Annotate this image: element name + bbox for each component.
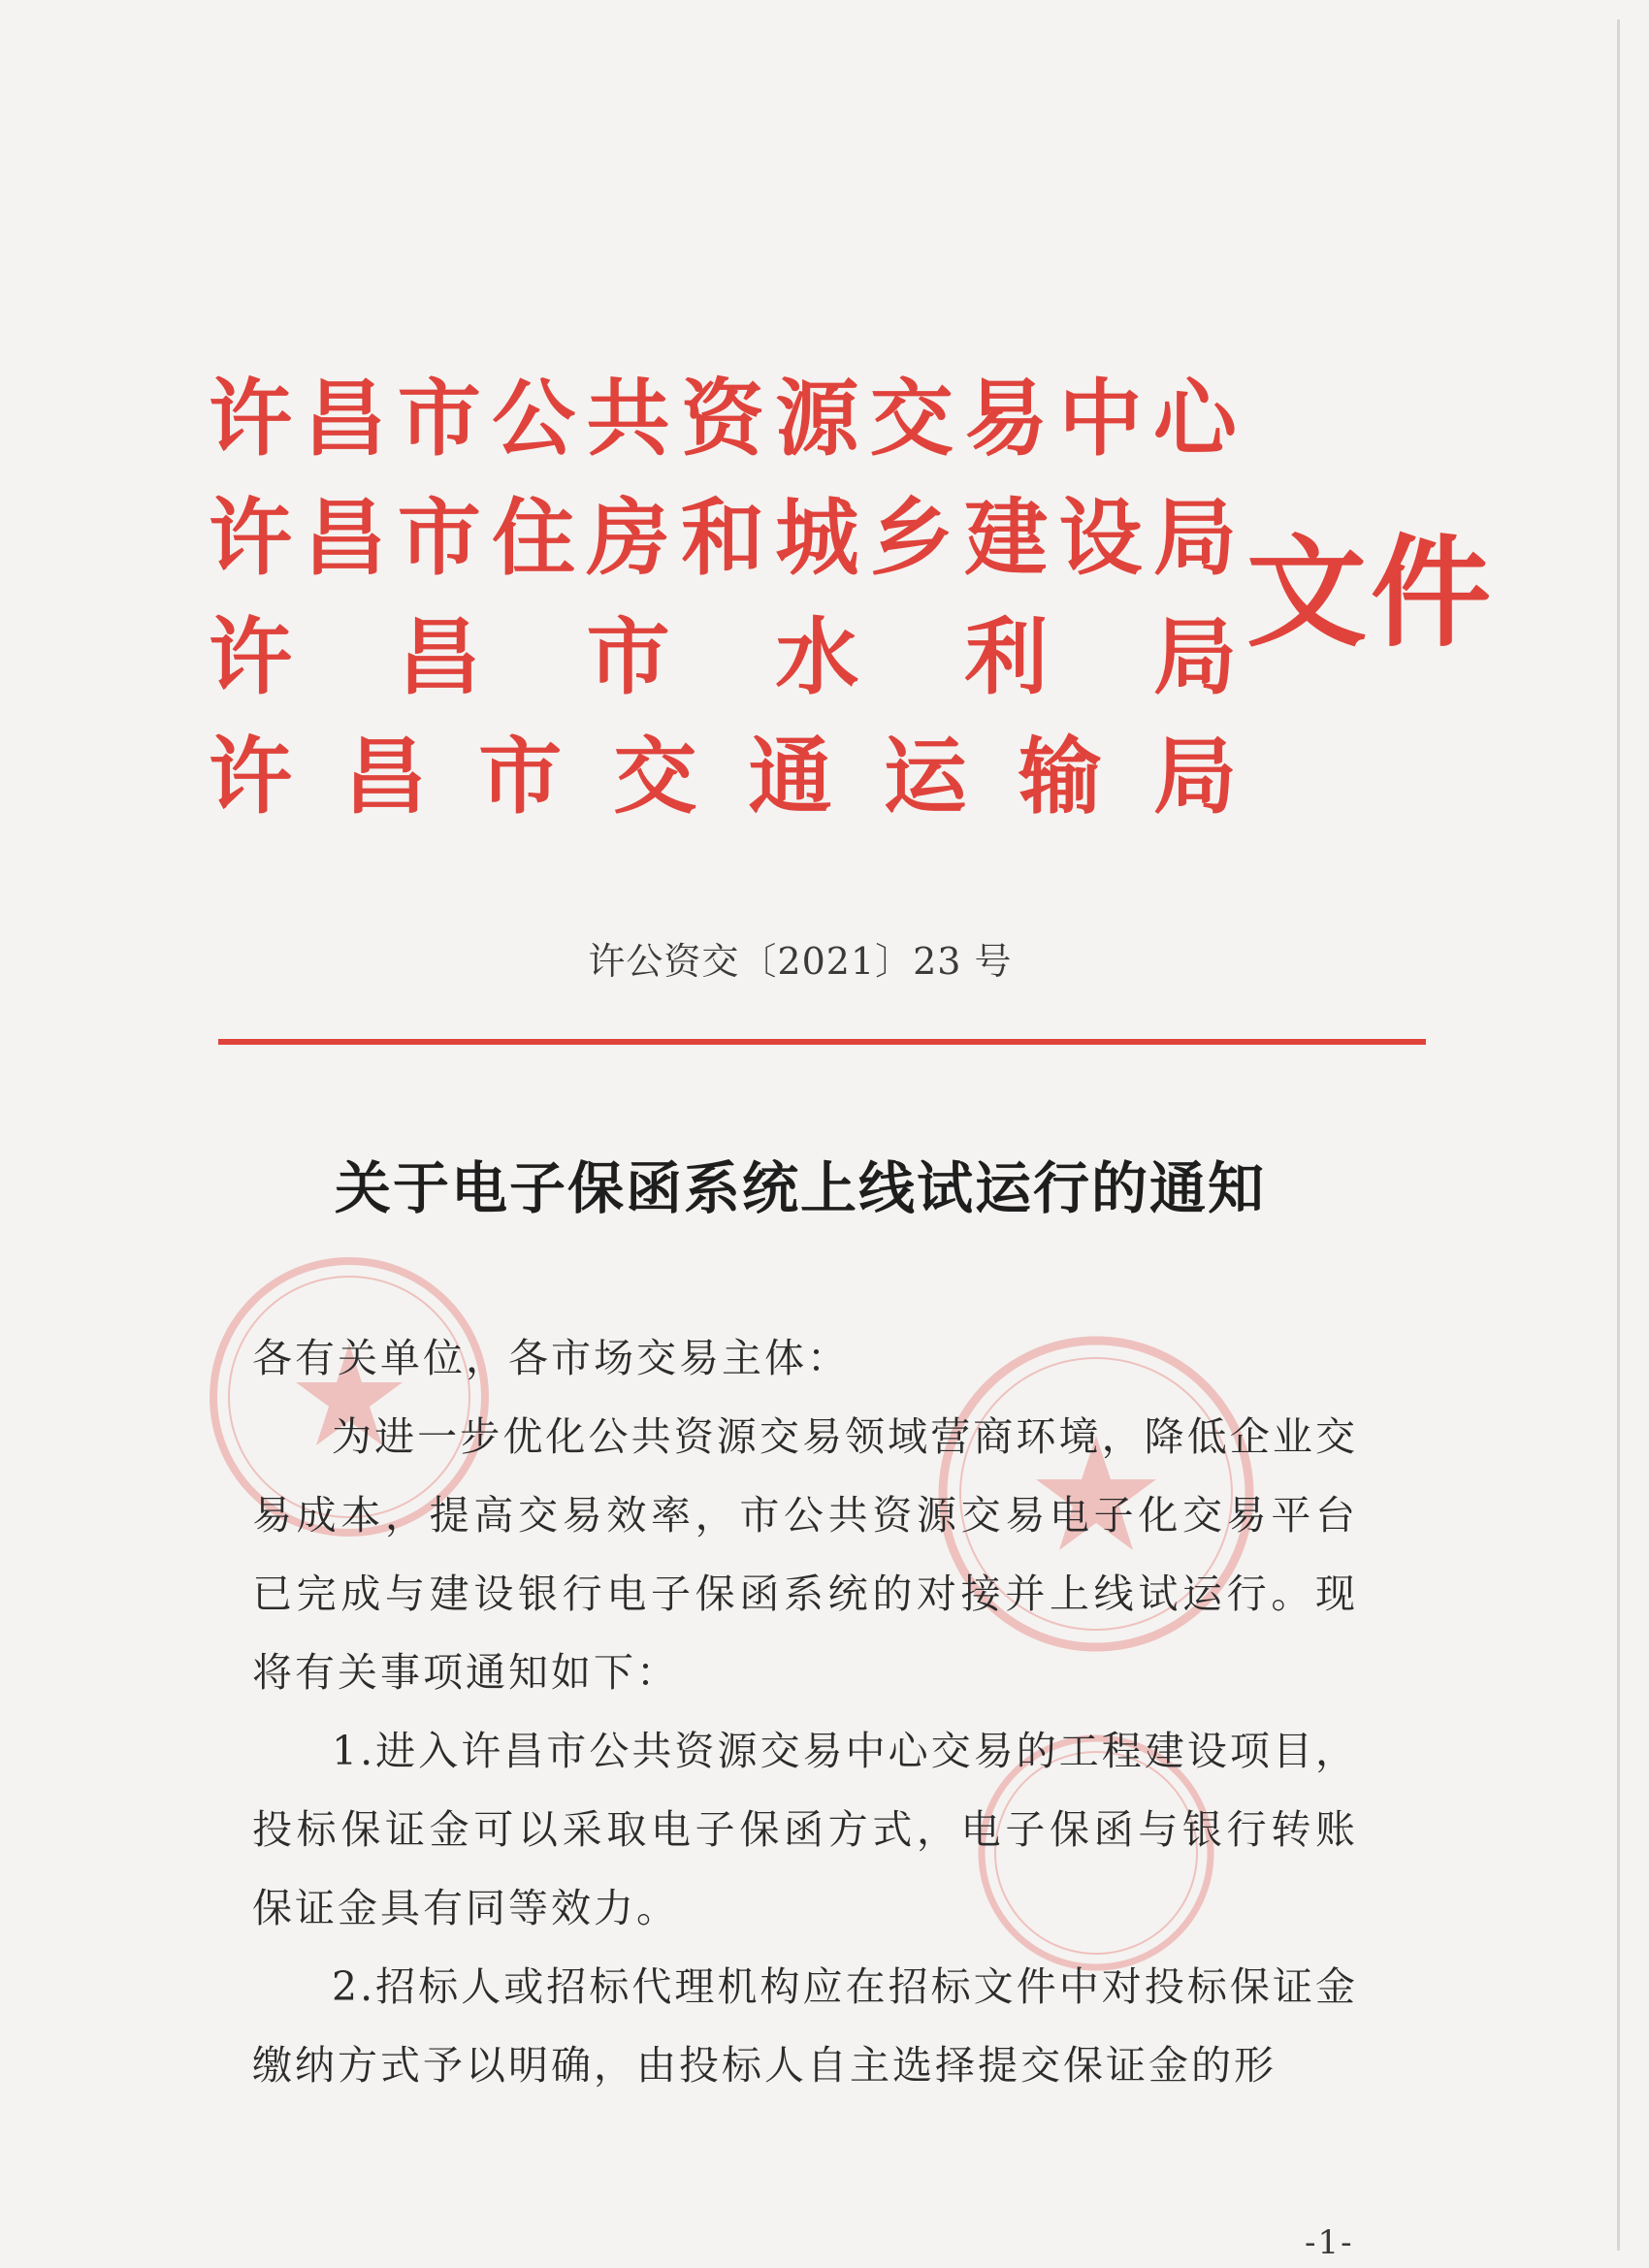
issuer-line xyxy=(209,359,1237,478)
issuer-char: 昌 xyxy=(303,488,387,587)
issuer-char: 共 xyxy=(586,369,670,468)
issuer-char: 利 xyxy=(964,607,1049,706)
issuer-char: 昌 xyxy=(397,607,481,706)
issuer-char: 局 xyxy=(1152,727,1237,826)
page-number: -1- xyxy=(1305,2223,1354,2262)
intro-paragraph: 为进一步优化公共资源交易领域营商环境，降低企业交易成本，提高交易效率，市公共资源交易电子化交易平台已完成与建设银行电子保函系统的对接并上线试运行。现将有关事项通知如下： xyxy=(252,1413,1358,1696)
issuer-char: 易 xyxy=(964,369,1049,468)
issuer-char: 水 xyxy=(775,607,859,706)
issuer-char: 资 xyxy=(680,369,764,468)
issuer-char: 输 xyxy=(1018,727,1102,826)
document-label: 文件 xyxy=(1246,523,1496,664)
issuer-char: 住 xyxy=(492,488,576,587)
page-title: 关于电子保函系统上线试运行的通知 xyxy=(334,1155,1266,1221)
issuer-char: 心 xyxy=(1152,369,1237,468)
issuer-char: 昌 xyxy=(343,727,428,826)
issuer-char: 市 xyxy=(586,607,670,706)
issuer-char: 交 xyxy=(869,369,954,468)
item-2-paragraph: 2.招标人或招标代理机构应在招标文件中对投标保证金缴纳方式予以明确，由投标人自主选择提交保证金的形 xyxy=(252,1963,1358,2089)
issuer-char: 局 xyxy=(1152,607,1237,706)
notice-body xyxy=(252,1319,1358,2105)
page-edge xyxy=(1617,19,1620,2251)
issuer-char: 昌 xyxy=(303,369,387,468)
issuer-char: 公 xyxy=(492,369,576,468)
issuer-char: 乡 xyxy=(869,488,954,587)
issuer-char: 中 xyxy=(1058,369,1143,468)
red-divider xyxy=(218,1039,1426,1045)
issuer-char: 市 xyxy=(397,369,481,468)
issuer-char: 局 xyxy=(1152,488,1237,587)
salutation: 各有关单位，各市场交易主体： xyxy=(252,1335,850,1381)
issuer-char: 许 xyxy=(209,369,292,468)
issuer-char: 通 xyxy=(748,727,832,826)
document-number: 许公资交〔2021〕23 号 xyxy=(588,940,1013,983)
item-1-paragraph: 1.进入许昌市公共资源交易中心交易的工程建设项目，投标保证金可以采取电子保函方式，电子保函与银行转账保证金具有同等效力。 xyxy=(252,1728,1358,1931)
issuer-char: 交 xyxy=(613,727,697,826)
issuer-char: 房 xyxy=(586,488,670,587)
issuer-line xyxy=(209,478,1237,598)
issuer-line xyxy=(209,598,1237,717)
issuer-char: 许 xyxy=(209,607,292,706)
issuer-char: 许 xyxy=(209,727,292,826)
issuer-char: 许 xyxy=(209,488,292,587)
issuer-char: 设 xyxy=(1058,488,1143,587)
issuer-char: 源 xyxy=(775,369,859,468)
issuer-char: 和 xyxy=(680,488,764,587)
issuer-char: 市 xyxy=(478,727,563,826)
issuer-char: 城 xyxy=(775,488,859,587)
issuer-char: 建 xyxy=(964,488,1049,587)
issuer-block xyxy=(209,359,1237,836)
issuer-line xyxy=(209,717,1237,836)
issuer-char: 运 xyxy=(883,727,967,826)
issuer-char: 市 xyxy=(397,488,481,587)
